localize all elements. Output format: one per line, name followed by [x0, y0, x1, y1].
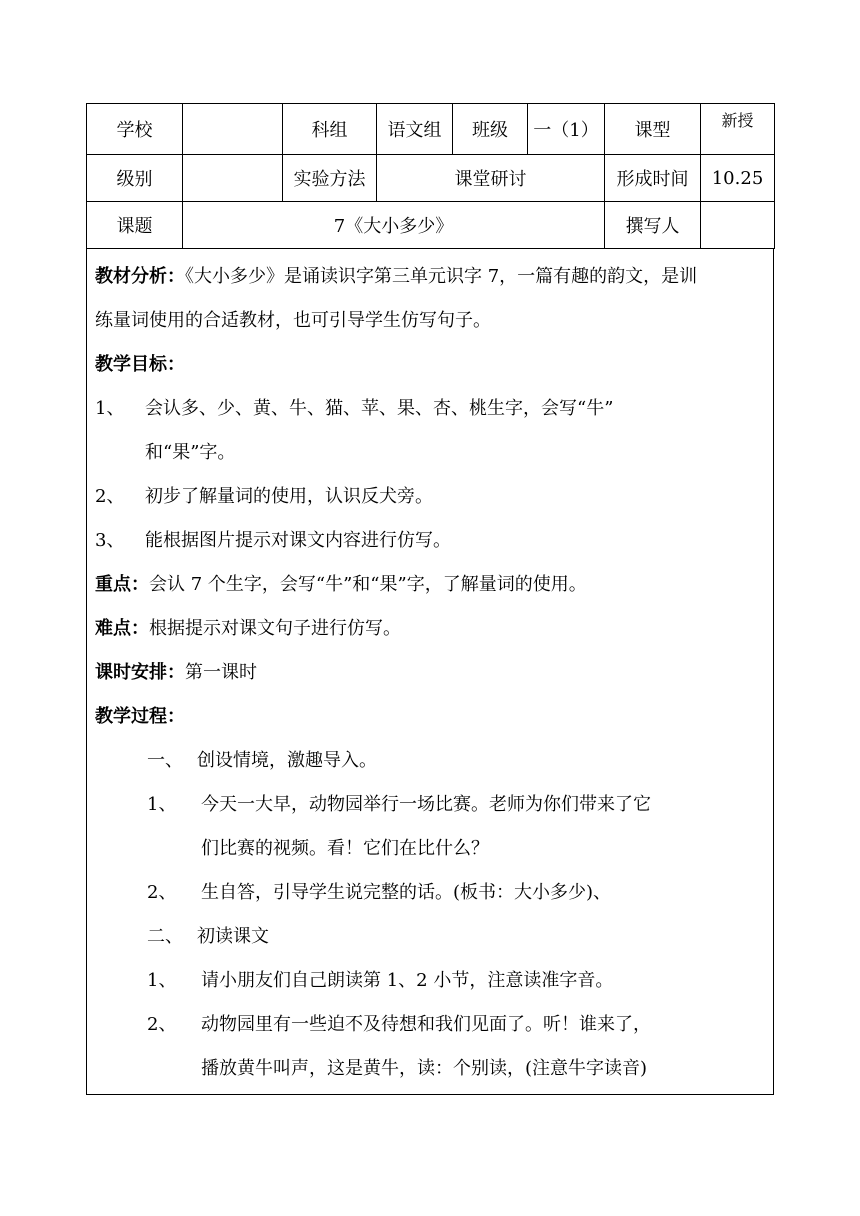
process-item-number: 2、 — [147, 1014, 177, 1035]
content-cell — [86, 249, 774, 1095]
process-item-text: 今天一大早，动物园举行一场比赛。老师为你们带来了它 — [201, 794, 651, 815]
goal-number: 2、 — [95, 486, 125, 507]
section-number: 二、 — [147, 926, 183, 947]
goal-text: 初步了解量词的使用，认识反犬旁。 — [145, 486, 433, 507]
process-item — [95, 959, 763, 1003]
analysis-text: 《大小多少》是诵读识字第三单元识字 7，一篇有趣的韵文，是训 — [185, 266, 698, 287]
time-label: 形成时间 — [605, 155, 701, 202]
key-point-line — [95, 563, 763, 607]
subject-group-label: 科组 — [283, 104, 377, 155]
difficulty-label: 难点： — [95, 618, 149, 639]
goals-label: 教学目标： — [95, 354, 185, 375]
level-label: 级别 — [87, 155, 183, 202]
process-item-number: 1、 — [147, 794, 177, 815]
header-row-1 — [87, 104, 775, 155]
header-row-2 — [87, 155, 775, 202]
topic-value: 7《大小多少》 — [183, 202, 605, 249]
schedule-text: 第一课时 — [185, 662, 257, 683]
time-value: 10.25 — [701, 155, 775, 202]
class-label: 班级 — [453, 104, 528, 155]
method-value: 课堂研讨 — [377, 155, 605, 202]
process-item — [95, 1003, 763, 1047]
goal-item — [95, 475, 763, 519]
key-point-text: 会认 7 个生字，会写“牛”和“果”字，了解量词的使用。 — [149, 574, 587, 595]
header-table — [86, 103, 775, 249]
process-item-text: 生自答，引导学生说完整的话。(板书：大小多少)、 — [201, 882, 612, 903]
goal-text: 能根据图片提示对课文内容进行仿写。 — [145, 530, 451, 551]
section-title: 初读课文 — [197, 926, 269, 947]
header-row-3 — [87, 202, 775, 249]
author-value — [701, 202, 775, 249]
goal-item-continuation: 和“果”字。 — [145, 442, 236, 463]
process-label: 教学过程： — [95, 706, 185, 727]
section-heading — [95, 739, 763, 783]
class-value: 一（1） — [528, 104, 605, 155]
goal-number: 1、 — [95, 398, 125, 419]
schedule-label: 课时安排： — [95, 662, 185, 683]
analysis-label: 教材分析： — [95, 266, 185, 287]
process-item-text: 动物园里有一些迫不及待想和我们见面了。听！谁来了， — [201, 1014, 651, 1035]
goal-text: 会认多、少、黄、牛、猫、苹、果、杏、桃生字，会写“牛” — [145, 398, 614, 419]
lesson-type-label: 课型 — [605, 104, 701, 155]
subject-group-value: 语文组 — [377, 104, 453, 155]
school-label: 学校 — [87, 104, 183, 155]
school-value — [183, 104, 283, 155]
method-label: 实验方法 — [283, 155, 377, 202]
process-item-number: 2、 — [147, 882, 177, 903]
process-item-continuation: 们比赛的视频。看！它们在比什么？ — [201, 838, 489, 859]
process-item-continuation: 播放黄牛叫声，这是黄牛，读：个别读，(注意牛字读音) — [201, 1058, 648, 1079]
analysis-line-2: 练量词使用的合适教材，也可引导学生仿写句子。 — [95, 310, 491, 331]
author-label: 撰写人 — [605, 202, 701, 249]
lesson-plan — [86, 103, 774, 1095]
goal-item — [95, 387, 763, 431]
process-item — [95, 783, 763, 827]
level-value — [183, 155, 283, 202]
schedule-line — [95, 651, 763, 695]
lesson-type-value: 新授 — [701, 104, 775, 155]
section-heading — [95, 915, 763, 959]
goal-item — [95, 519, 763, 563]
process-item-text: 请小朋友们自己朗读第 1、2 小节，注意读准字音。 — [201, 970, 614, 991]
goal-number: 3、 — [95, 530, 125, 551]
process-item-number: 1、 — [147, 970, 177, 991]
difficulty-text: 根据提示对课文句子进行仿写。 — [149, 618, 401, 639]
analysis-line-1 — [95, 255, 763, 299]
process-item — [95, 871, 763, 915]
section-number: 一、 — [147, 750, 183, 771]
difficulty-line — [95, 607, 763, 651]
key-point-label: 重点： — [95, 574, 149, 595]
section-title: 创设情境，激趣导入。 — [197, 750, 377, 771]
topic-label: 课题 — [87, 202, 183, 249]
